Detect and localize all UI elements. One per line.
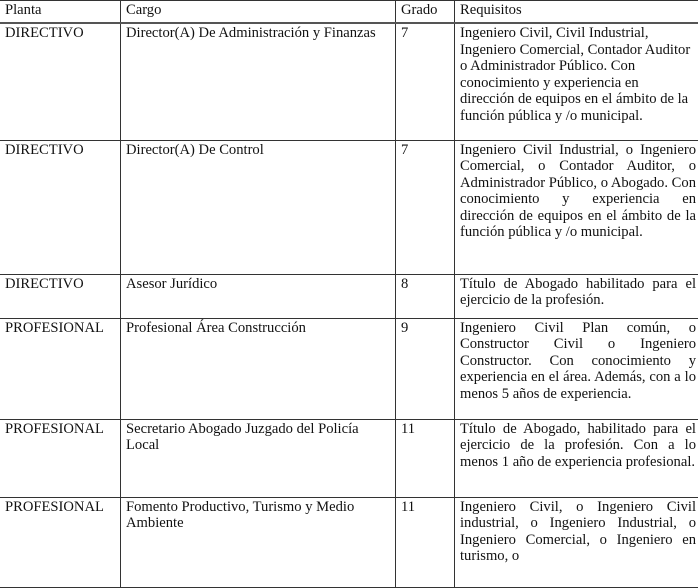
table-row: [0, 23, 698, 140]
table-row: [0, 497, 698, 587]
cell-grado: 8: [396, 274, 455, 318]
cell-grado: 11: [396, 419, 455, 497]
cell-requisitos: Ingeniero Civil, o Ingeniero Civil industrial, o Ingeniero Industrial, o Ingeniero Comercial, o Ingeniero en turismo, o: [455, 497, 698, 587]
table-row: [0, 318, 698, 419]
cell-requisitos: Título de Abogado habilitado para el ejercicio de la profesión.: [455, 274, 698, 318]
cell-planta: PROFESIONAL: [0, 419, 121, 497]
cell-planta: PROFESIONAL: [0, 318, 121, 419]
cell-planta: PROFESIONAL: [0, 497, 121, 587]
cell-grado: 7: [396, 23, 455, 140]
table-row: [0, 274, 698, 318]
cell-cargo: Profesional Área Construcción: [121, 318, 396, 419]
header-planta: Planta: [0, 1, 121, 24]
cell-grado: 11: [396, 497, 455, 587]
cell-requisitos: Título de Abogado, habilitado para el ejercicio de la profesión. Con a lo menos 1 año de experiencia profesional.: [455, 419, 698, 497]
cell-planta: DIRECTIVO: [0, 23, 121, 140]
header-requisitos: Requisitos: [455, 1, 698, 24]
cell-requisitos: Ingeniero Civil Industrial, o Ingeniero Comercial, o Contador Auditor, o Administrador Público, o Abogado. Con conocimiento y experiencia en dirección de equipos en el ámbito de la función pública y /o municipal.: [455, 140, 698, 274]
cell-cargo: Director(A) De Control: [121, 140, 396, 274]
header-cargo: Cargo: [121, 1, 396, 24]
cell-grado: 9: [396, 318, 455, 419]
table-header-row: [0, 1, 698, 24]
cell-requisitos: Ingeniero Civil, Civil Industrial, Ingeniero Comercial, Contador Auditor o Administrador Público. Con conocimiento y experiencia en dirección de equipos en el ámbito de la función pública y /o municipal.: [455, 23, 698, 140]
cell-cargo: Fomento Productivo, Turismo y Medio Ambiente: [121, 497, 396, 587]
cell-requisitos: Ingeniero Civil Plan común, o Constructor Civil o Ingeniero Constructor. Con conocimiento y experiencia en el área. Además, con a lo menos 5 años de experiencia.: [455, 318, 698, 419]
cell-cargo: Director(A) De Administración y Finanzas: [121, 23, 396, 140]
header-grado: Grado: [396, 1, 455, 24]
cell-planta: DIRECTIVO: [0, 274, 121, 318]
table-row: [0, 419, 698, 497]
cell-cargo: Asesor Jurídico: [121, 274, 396, 318]
table-row: [0, 140, 698, 274]
cell-planta: DIRECTIVO: [0, 140, 121, 274]
cell-grado: 7: [396, 140, 455, 274]
cell-cargo: Secretario Abogado Juzgado del Policía Local: [121, 419, 396, 497]
